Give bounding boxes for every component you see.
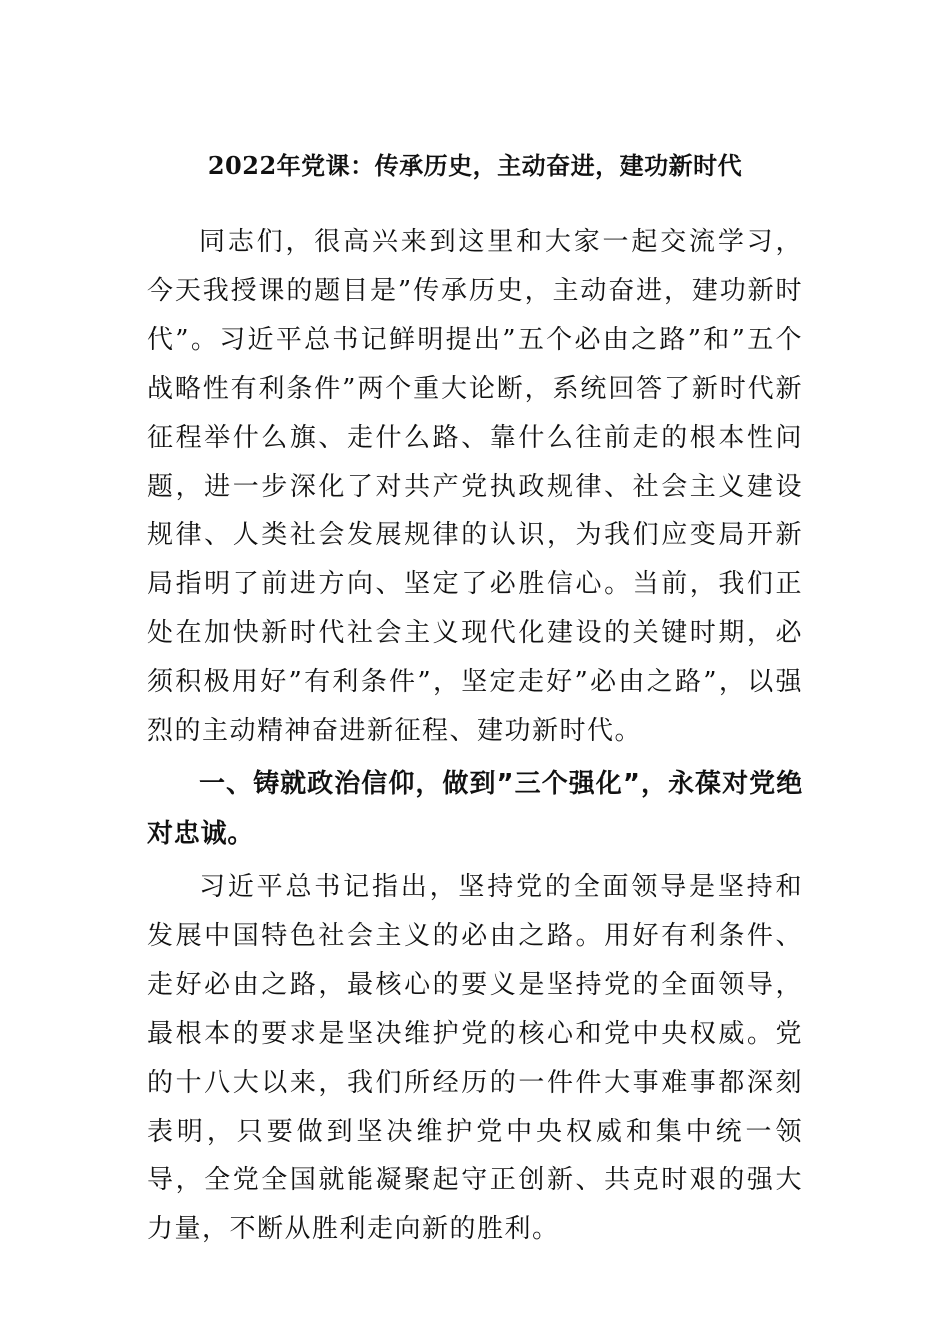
section-heading: 一、铸就政治信仰，做到”三个强化”，永葆对党绝对忠诚。 bbox=[147, 769, 803, 849]
document-title: 2022年党课：传承历史，主动奋进，建功新时代 bbox=[207, 151, 743, 180]
intro-paragraph: 同志们，很高兴来到这里和大家一起交流学习，今天我授课的题目是”传承历史，主动奋进，建功新时代”。习近平总书记鲜明提出”五个必由之路”和”五个战略性有利条件”两个重大论断，系统回答了新时代新征程举什么旗、走什么路、靠什么往前走的根本性问题，进一步深化了对共产党执政规律、社会主义建设规律、人类社会发展规律的认识，为我们应变局开新局指明了前进方向、坚定了必胜信心。当前，我们正处在加快新时代社会主义现代化建设的关键时期，必须积极用好”有利条件”，坚定走好”必由之路”，以强烈的主动精神奋进新征程、建功新时代。 bbox=[147, 227, 803, 747]
section-paragraph: 习近平总书记指出，坚持党的全面领导是坚持和发展中国特色社会主义的必由之路。用好有利条件、走好必由之路，最核心的要义是坚持党的全面领导，最根本的要求是坚决维护党的核心和党中央权威。党的十八大以来，我们所经历的一件件大事难事都深刻表明，只要做到坚决维护党中央权威和集中统一领导，全党全国就能凝聚起守正创新、共克时艰的强大力量，不断从胜利走向新的胜利。 bbox=[147, 872, 803, 1245]
